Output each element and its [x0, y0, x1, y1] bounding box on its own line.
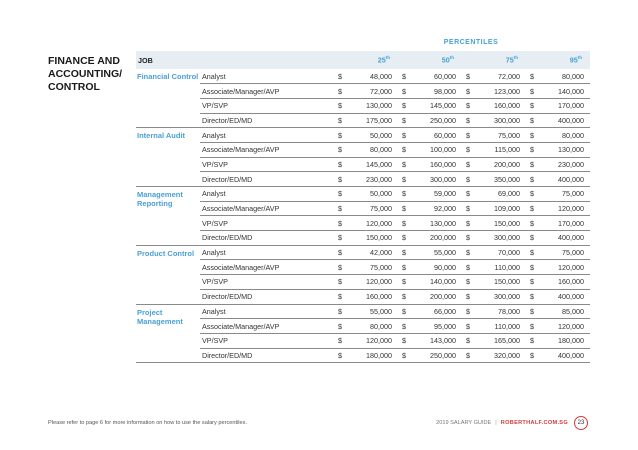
role-cell: Analyst: [200, 245, 334, 260]
table-row: [136, 187, 590, 202]
p25-column-header: 25th: [377, 55, 390, 65]
salary-value: 42,000: [346, 245, 398, 260]
job-column-header: JOB: [138, 55, 153, 65]
currency-symbol: $: [398, 84, 410, 99]
salary-value: 150,000: [346, 231, 398, 246]
salary-value: 400,000: [538, 113, 590, 128]
currency-symbol: $: [334, 216, 346, 231]
role-cell: Director/ED/MD: [200, 289, 334, 304]
currency-symbol: $: [398, 172, 410, 187]
currency-symbol: $: [462, 289, 474, 304]
currency-symbol: $: [398, 245, 410, 260]
salary-value: 400,000: [538, 172, 590, 187]
table-row: [136, 84, 590, 99]
salary-value: 55,000: [346, 304, 398, 319]
currency-symbol: $: [526, 333, 538, 348]
salary-value: 400,000: [538, 231, 590, 246]
table-row: [136, 245, 590, 260]
currency-symbol: $: [334, 128, 346, 143]
salary-value: 170,000: [538, 98, 590, 113]
role-cell: VP/SVP: [200, 275, 334, 290]
currency-symbol: $: [334, 157, 346, 172]
role-cell: Analyst: [200, 304, 334, 319]
currency-symbol: $: [398, 260, 410, 275]
salary-value: 50,000: [346, 187, 398, 202]
currency-symbol: $: [526, 142, 538, 157]
table-row: [136, 275, 590, 290]
currency-symbol: $: [334, 275, 346, 290]
salary-value: 92,000: [410, 201, 462, 216]
role-cell: VP/SVP: [200, 216, 334, 231]
salary-value: 350,000: [474, 172, 526, 187]
salary-value: 110,000: [474, 319, 526, 334]
salary-value: 143,000: [410, 333, 462, 348]
currency-symbol: $: [526, 157, 538, 172]
currency-symbol: $: [526, 201, 538, 216]
section-title: FINANCE AND ACCOUNTING/ CONTROL: [48, 55, 123, 93]
currency-symbol: $: [462, 69, 474, 84]
currency-symbol: $: [526, 319, 538, 334]
currency-symbol: $: [526, 128, 538, 143]
salary-value: 59,000: [410, 187, 462, 202]
p95-column-header: 95th: [569, 55, 582, 65]
currency-symbol: $: [526, 172, 538, 187]
salary-value: 123,000: [474, 84, 526, 99]
salary-value: 80,000: [346, 142, 398, 157]
table-row: [136, 113, 590, 128]
salary-value: 55,000: [410, 245, 462, 260]
table-row: [136, 201, 590, 216]
currency-symbol: $: [398, 128, 410, 143]
salary-value: 250,000: [410, 348, 462, 363]
salary-value: 120,000: [538, 201, 590, 216]
currency-symbol: $: [526, 98, 538, 113]
footer-right: [436, 416, 588, 430]
salary-value: 70,000: [474, 245, 526, 260]
salary-value: 72,000: [474, 69, 526, 84]
footer-note: Please refer to page 6 for more information on how to use the salary percentiles.: [48, 420, 247, 426]
salary-value: 400,000: [538, 348, 590, 363]
salary-value: 120,000: [346, 275, 398, 290]
table-row: [136, 69, 590, 84]
salary-value: 60,000: [410, 69, 462, 84]
p75-column-header: 75th: [505, 55, 518, 65]
salary-value: 300,000: [474, 113, 526, 128]
currency-symbol: $: [398, 319, 410, 334]
salary-value: 140,000: [538, 84, 590, 99]
currency-symbol: $: [334, 69, 346, 84]
salary-value: 95,000: [410, 319, 462, 334]
currency-symbol: $: [398, 304, 410, 319]
percentiles-label: PERCENTILES: [443, 39, 499, 46]
currency-symbol: $: [398, 201, 410, 216]
currency-symbol: $: [462, 304, 474, 319]
role-cell: Director/ED/MD: [200, 172, 334, 187]
website-link[interactable]: ROBERTHALF.COM.SG: [500, 420, 568, 426]
salary-value: 150,000: [474, 216, 526, 231]
salary-value: 66,000: [410, 304, 462, 319]
table-row: [136, 142, 590, 157]
currency-symbol: $: [334, 142, 346, 157]
salary-value: 75,000: [474, 128, 526, 143]
salary-value: 78,000: [474, 304, 526, 319]
role-cell: Associate/Manager/AVP: [200, 319, 334, 334]
currency-symbol: $: [462, 201, 474, 216]
currency-symbol: $: [526, 216, 538, 231]
currency-symbol: $: [398, 216, 410, 231]
role-cell: Associate/Manager/AVP: [200, 84, 334, 99]
currency-symbol: $: [334, 348, 346, 363]
currency-symbol: $: [398, 157, 410, 172]
currency-symbol: $: [526, 84, 538, 99]
salary-value: 180,000: [538, 333, 590, 348]
salary-value: 130,000: [538, 142, 590, 157]
role-cell: VP/SVP: [200, 157, 334, 172]
salary-value: 80,000: [346, 319, 398, 334]
page-number: 23: [574, 416, 588, 430]
currency-symbol: $: [462, 98, 474, 113]
currency-symbol: $: [526, 113, 538, 128]
salary-value: 180,000: [346, 348, 398, 363]
currency-symbol: $: [526, 69, 538, 84]
salary-value: 170,000: [538, 216, 590, 231]
salary-value: 80,000: [538, 128, 590, 143]
currency-symbol: $: [462, 319, 474, 334]
salary-value: 145,000: [346, 157, 398, 172]
role-cell: Analyst: [200, 187, 334, 202]
salary-value: 160,000: [474, 98, 526, 113]
salary-value: 115,000: [474, 142, 526, 157]
salary-value: 230,000: [538, 157, 590, 172]
currency-symbol: $: [462, 231, 474, 246]
salary-value: 110,000: [474, 260, 526, 275]
salary-value: 75,000: [346, 201, 398, 216]
salary-value: 140,000: [410, 275, 462, 290]
table-row: [136, 333, 590, 348]
category-label: Management Reporting: [136, 187, 200, 246]
table-row: [136, 348, 590, 363]
currency-symbol: $: [462, 113, 474, 128]
table-row: [136, 304, 590, 319]
currency-symbol: $: [462, 187, 474, 202]
currency-symbol: $: [334, 84, 346, 99]
salary-value: 109,000: [474, 201, 526, 216]
salary-value: 150,000: [474, 275, 526, 290]
guide-label: 2019 SALARY GUIDE: [436, 420, 492, 426]
salary-value: 60,000: [410, 128, 462, 143]
currency-symbol: $: [398, 348, 410, 363]
currency-symbol: $: [398, 333, 410, 348]
category-label: Internal Audit: [136, 128, 200, 187]
currency-symbol: $: [334, 113, 346, 128]
currency-symbol: $: [526, 260, 538, 275]
role-cell: Associate/Manager/AVP: [200, 201, 334, 216]
currency-symbol: $: [334, 172, 346, 187]
currency-symbol: $: [398, 113, 410, 128]
salary-value: 120,000: [538, 260, 590, 275]
currency-symbol: $: [334, 260, 346, 275]
category-label: Product Control: [136, 245, 200, 304]
role-cell: Director/ED/MD: [200, 231, 334, 246]
salary-value: 80,000: [538, 69, 590, 84]
table-row: [136, 260, 590, 275]
currency-symbol: $: [526, 187, 538, 202]
salary-value: 400,000: [538, 289, 590, 304]
salary-value: 160,000: [410, 157, 462, 172]
table-row: [136, 157, 590, 172]
currency-symbol: $: [334, 333, 346, 348]
table-row: [136, 216, 590, 231]
salary-value: 145,000: [410, 98, 462, 113]
currency-symbol: $: [526, 231, 538, 246]
currency-symbol: $: [462, 216, 474, 231]
salary-value: 75,000: [538, 187, 590, 202]
salary-value: 48,000: [346, 69, 398, 84]
currency-symbol: $: [334, 231, 346, 246]
table-header-row: [136, 51, 590, 69]
currency-symbol: $: [398, 142, 410, 157]
currency-symbol: $: [462, 84, 474, 99]
currency-symbol: $: [462, 260, 474, 275]
role-cell: Analyst: [200, 69, 334, 84]
salary-value: 300,000: [410, 172, 462, 187]
currency-symbol: $: [526, 275, 538, 290]
salary-value: 250,000: [410, 113, 462, 128]
role-cell: Analyst: [200, 128, 334, 143]
currency-symbol: $: [334, 289, 346, 304]
role-cell: Associate/Manager/AVP: [200, 142, 334, 157]
currency-symbol: $: [398, 275, 410, 290]
currency-symbol: $: [334, 319, 346, 334]
role-cell: Director/ED/MD: [200, 348, 334, 363]
currency-symbol: $: [462, 142, 474, 157]
salary-value: 120,000: [538, 319, 590, 334]
currency-symbol: $: [462, 348, 474, 363]
role-cell: Director/ED/MD: [200, 113, 334, 128]
currency-symbol: $: [526, 348, 538, 363]
currency-symbol: $: [398, 69, 410, 84]
currency-symbol: $: [462, 245, 474, 260]
salary-value: 200,000: [474, 157, 526, 172]
table-row: [136, 289, 590, 304]
role-cell: VP/SVP: [200, 333, 334, 348]
currency-symbol: $: [334, 201, 346, 216]
salary-value: 165,000: [474, 333, 526, 348]
currency-symbol: $: [398, 98, 410, 113]
salary-value: 75,000: [538, 245, 590, 260]
currency-symbol: $: [334, 245, 346, 260]
footer-separator: |: [495, 420, 497, 426]
currency-symbol: $: [462, 157, 474, 172]
currency-symbol: $: [334, 98, 346, 113]
currency-symbol: $: [462, 172, 474, 187]
currency-symbol: $: [334, 304, 346, 319]
salary-value: 72,000: [346, 84, 398, 99]
salary-value: 320,000: [474, 348, 526, 363]
table-row: [136, 231, 590, 246]
salary-value: 160,000: [346, 289, 398, 304]
table-row: [136, 172, 590, 187]
salary-table: [136, 51, 590, 363]
salary-value: 50,000: [346, 128, 398, 143]
salary-value: 120,000: [346, 216, 398, 231]
currency-symbol: $: [462, 128, 474, 143]
salary-value: 175,000: [346, 113, 398, 128]
category-label: Project Management: [136, 304, 200, 363]
currency-symbol: $: [334, 187, 346, 202]
currency-symbol: $: [462, 333, 474, 348]
salary-value: 200,000: [410, 231, 462, 246]
currency-symbol: $: [526, 245, 538, 260]
table-body: [136, 69, 590, 363]
salary-value: 75,000: [346, 260, 398, 275]
salary-value: 200,000: [410, 289, 462, 304]
currency-symbol: $: [398, 231, 410, 246]
role-cell: Associate/Manager/AVP: [200, 260, 334, 275]
salary-value: 160,000: [538, 275, 590, 290]
currency-symbol: $: [398, 187, 410, 202]
salary-value: 100,000: [410, 142, 462, 157]
table-row: [136, 319, 590, 334]
currency-symbol: $: [462, 275, 474, 290]
currency-symbol: $: [526, 304, 538, 319]
salary-value: 130,000: [410, 216, 462, 231]
salary-value: 230,000: [346, 172, 398, 187]
salary-value: 120,000: [346, 333, 398, 348]
salary-value: 85,000: [538, 304, 590, 319]
p50-column-header: 50th: [441, 55, 454, 65]
category-label: Financial Control: [136, 69, 200, 128]
role-cell: VP/SVP: [200, 98, 334, 113]
salary-value: 90,000: [410, 260, 462, 275]
salary-value: 69,000: [474, 187, 526, 202]
salary-value: 300,000: [474, 231, 526, 246]
table-row: [136, 128, 590, 143]
salary-value: 300,000: [474, 289, 526, 304]
currency-symbol: $: [526, 289, 538, 304]
currency-symbol: $: [398, 289, 410, 304]
salary-value: 98,000: [410, 84, 462, 99]
table-row: [136, 98, 590, 113]
salary-value: 130,000: [346, 98, 398, 113]
